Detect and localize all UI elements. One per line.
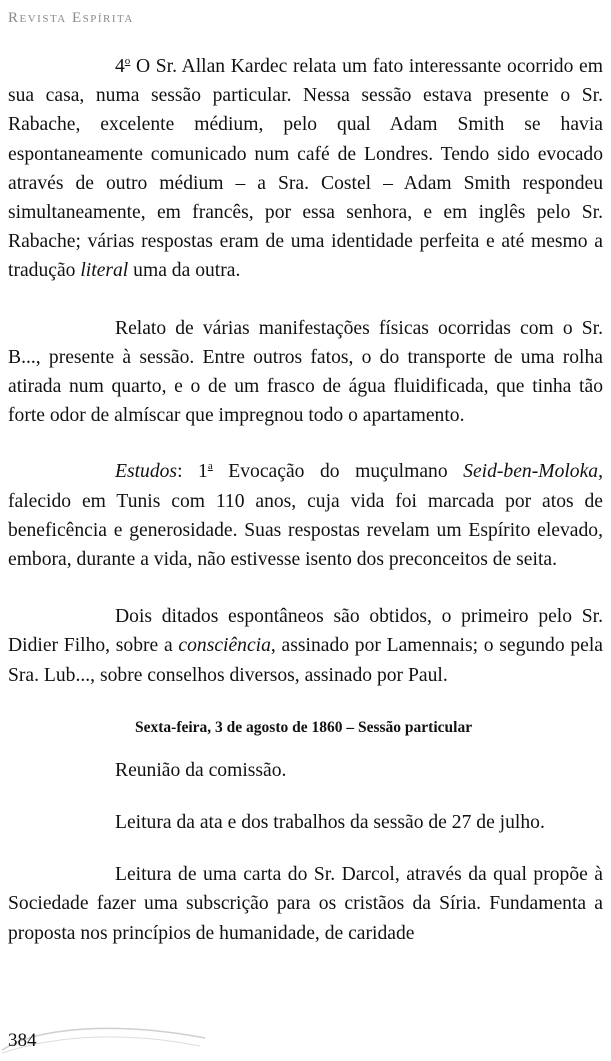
paragraph-1-end: uma da outra. xyxy=(128,260,241,282)
paragraph-1 xyxy=(8,52,603,286)
ordinal-marker: o xyxy=(124,55,131,67)
paragraph-3-text: Evocação do muçulmano xyxy=(212,461,464,483)
page-number: 384 xyxy=(8,1030,37,1051)
paragraph-4-emphasis: consciência xyxy=(178,635,271,657)
paragraph-5: Reunião da comissão. xyxy=(115,759,287,781)
paragraph-4 xyxy=(8,602,603,690)
paragraph-3-name: Seid-ben-Moloka xyxy=(463,461,599,483)
body-text xyxy=(8,52,603,948)
paragraph-4-text: Dois ditados espontâneos são obtidos, o primeiro pelo Sr. Didier Filho, sobre a xyxy=(8,606,603,657)
paragraph-7: Leitura de uma carta do Sr. Darcol, através da qual propõe à Sociedade fazer uma subscrição para os cristãos da Síria. Fundamenta a proposta nos princípios de humanidade, de caridade xyxy=(8,864,603,944)
paragraph-1-number: 4 xyxy=(115,56,125,77)
paragraph-1-emphasis: literal xyxy=(80,260,129,282)
session-heading: Sexta-feira, 3 de agosto de 1860 – Sessão particular xyxy=(135,718,473,736)
paragraph-1-text: O Sr. Allan Kardec relata um fato interessante ocorrido em sua casa, numa sessão particular. Nessa sessão estava presente o Sr. Rabache, excelente médium, pelo qual Adam Smith se havia espontaneamente comunicado num café de Londres. Tendo sido evocado através de outro médium – a Sra. Costel – Adam Smith respondeu simultaneamente, em francês, por essa senhora, e em inglês pelo Sr. Rabache; várias respostas eram de uma identidade perfeita e até mesmo a tradução xyxy=(8,56,603,282)
paragraph-6: Leitura da ata e dos trabalhos da sessão de 27 de julho. xyxy=(115,812,545,834)
paragraph-3 xyxy=(8,457,603,574)
paragraph-2: Relato de várias manifestações físicas ocorridas com o Sr. B..., presente à sessão. Entre outros fatos, o do transporte de uma rolha atirada num quarto, e o de um frasco de água fluidificada, que tinha tão forte odor de almíscar que impregnou todo o apartamento. xyxy=(8,317,603,427)
paragraph-3-end: , falecido em Tunis com 110 anos, cuja vida foi marcada por atos de beneficência e generosidade. Suas respostas revelam um Espírito elevado, embora, durante a vida, não estivesse isento dos preconceitos de seita. xyxy=(8,461,604,571)
paragraph-4-end: , assinado por Lamennais; o segundo pela Sra. Lub..., sobre conselhos diversos, assinado por Paul. xyxy=(8,635,603,686)
paragraph-3-label: Estudos xyxy=(115,461,178,483)
paragraph-3-number: : 1 xyxy=(177,461,208,483)
running-head: Revista Espírita xyxy=(8,10,134,26)
ordinal-marker: a xyxy=(207,460,213,473)
